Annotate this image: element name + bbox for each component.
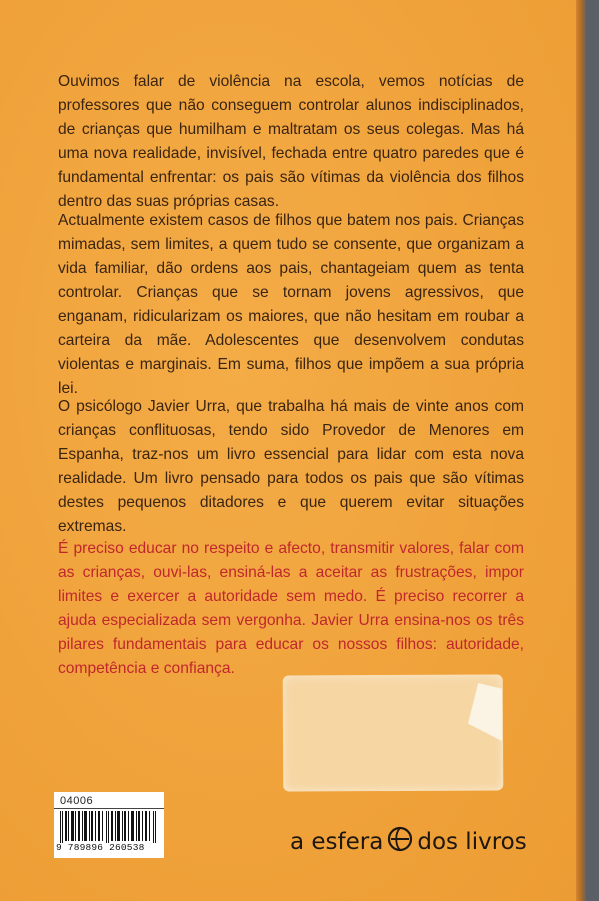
removed-price-sticker	[283, 674, 504, 791]
publisher-name-part1: a esfera	[290, 829, 384, 855]
barcode-divider	[54, 808, 164, 809]
globe-e-icon	[387, 826, 413, 858]
barcode-bars	[58, 811, 160, 843]
synopsis-paragraph-2: Actualmente existem casos de filhos que batem nos pais. Crianças mimadas, sem limites, a quem tudo se consente, que organizam a vida familiar, dão ordens aos pais, chantageiam quem as tenta controlar. Crianças que se tornam jovens agressivos, que enganam, ridicularizam os maiores, que não hesitam em roubar a carteira da mãe. Adolescentes que desenvolvem condutas violentas e marginais. Em suma, filhos que impõem a sua própria lei.	[58, 212, 524, 397]
highlight-paragraph: É preciso educar no respeito e afecto, transmitir valores, falar com as crianças, ouvi-las, ensiná-las a aceitar as frustrações, impor limites e exercer a autoridade sem medo. É preciso recorrer a ajuda especializada sem vergonha. Javier Urra ensina-nos os três pilares fundamentais para educar os nossos filhos: autoridade, competência e confiança.	[58, 540, 524, 677]
cover-edge-shadow	[576, 0, 586, 901]
publisher-logo	[290, 826, 527, 858]
publisher-name-part2: dos livros	[417, 829, 527, 855]
barcode-label	[54, 792, 164, 858]
barcode-reference-code: 04006	[60, 795, 94, 807]
synopsis-paragraph-3: O psicólogo Javier Urra, que trabalha há mais de vinte anos com crianças conflituosas, tendo sido Provedor de Menores em Espanha, traz-nos um livro essencial para lidar com esta nova realidade. Um livro pensado para todos os pais que são vítimas destes pequenos ditadores e que querem evitar situações extremas.	[58, 398, 524, 535]
synopsis-paragraph-1: Ouvimos falar de violência na escola, vemos notícias de professores que não conseguem controlar alunos indisciplinados, de crianças que humilham e maltratam os seus colegas. Mas há uma nova realidade, invisível, fechada entre quatro paredes que é fundamental enfrentar: os pais são vítimas da violência dos filhos dentro das suas próprias casas.	[58, 73, 524, 210]
isbn-digits: 9 789896 260538	[56, 842, 145, 853]
